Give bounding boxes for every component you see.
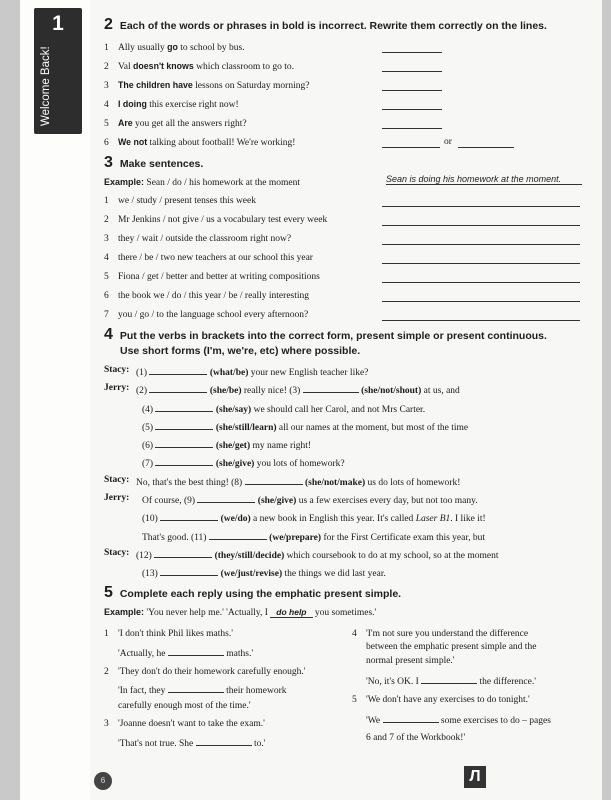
dialogue-line <box>142 438 311 452</box>
prompt-line <box>352 628 528 640</box>
prompt-text: between the emphatic present simple and the <box>366 642 537 652</box>
dialogue-line <box>142 511 486 525</box>
line-text: at us, and <box>421 386 460 396</box>
line-text: we should call her Carol, and not Mrs Carter. <box>251 405 426 415</box>
dialogue-line <box>142 493 478 507</box>
exercise-5 <box>104 584 590 602</box>
exercise-4 <box>104 326 590 357</box>
unit-number: 1 <box>52 12 64 35</box>
speaker-stacy: Stacy: <box>104 475 130 485</box>
dialogue-line <box>136 548 498 562</box>
gap-number: (10) <box>142 514 158 524</box>
prompt-line <box>104 718 265 730</box>
prompt-text: 'They don't do their homework carefully enough.' <box>118 667 306 677</box>
line-text: my name right! <box>250 441 312 451</box>
answer-blank[interactable] <box>197 493 255 503</box>
exercise-item <box>104 252 313 264</box>
example-answer: do help <box>270 607 312 618</box>
exercise-item <box>104 79 309 92</box>
verb-prompt: (we/just/revise) <box>220 569 283 579</box>
line-text: you lots of homework? <box>254 459 345 469</box>
verb-prompt: (what/be) <box>209 368 249 378</box>
exercise-2-heading <box>104 16 590 34</box>
item-text: you / go / to the language school every afternoon? <box>118 310 309 320</box>
verb-prompt: (she/still/learn) <box>215 423 277 433</box>
item-bold-phrase: We not <box>118 137 148 147</box>
example-text: Sean / do / his homework at the moment <box>146 178 300 188</box>
answer-line[interactable] <box>382 263 580 264</box>
gap-number: (1) <box>136 368 148 378</box>
answer-line[interactable] <box>382 282 580 283</box>
answer-line[interactable] <box>458 147 514 148</box>
verb-prompt: (they/still/decide) <box>214 551 285 561</box>
exercise-instruction: Complete each reply using the emphatic present simple. <box>119 588 402 600</box>
exercise-number: 3 <box>104 154 113 171</box>
exercise-5-example <box>104 606 376 619</box>
answer-line[interactable] <box>382 90 442 91</box>
exercise-item <box>104 41 245 54</box>
reply-text: 'Actually, he <box>118 649 168 659</box>
speaker-stacy: Stacy: <box>104 365 130 375</box>
prompt-text: 'Joanne doesn't want to take the exam.' <box>118 719 265 729</box>
dialogue-line <box>142 402 425 416</box>
example-label: Example: <box>104 177 145 187</box>
page-number: 6 <box>94 772 112 790</box>
prompt-text: normal present simple.' <box>366 656 455 666</box>
unit-tab <box>34 8 82 134</box>
line-text: all our names at the moment, but most of the time <box>276 423 469 433</box>
verb-prompt: (she/give) <box>215 459 255 469</box>
item-text: we / study / present tenses this week <box>118 196 256 206</box>
item-number: 3 <box>104 81 109 91</box>
item-number: 4 <box>352 629 357 639</box>
speaker-stacy: Stacy: <box>104 548 130 558</box>
item-text: which classroom to go to. <box>193 62 295 72</box>
answer-blank[interactable] <box>160 511 218 521</box>
line-text: really nice! (3) <box>241 386 303 396</box>
reply-text: 'In fact, they <box>118 686 168 696</box>
gap-number: (12) <box>136 551 152 561</box>
item-bold-phrase: doesn't knows <box>133 61 194 71</box>
answer-line[interactable] <box>382 71 442 72</box>
verb-prompt: (she/say) <box>215 405 252 415</box>
prompt-line <box>104 666 305 678</box>
verb-prompt: (she/get) <box>215 441 251 451</box>
answer-blank[interactable] <box>168 646 224 656</box>
exercise-instruction-1: Put the verbs in brackets into the correct form, present simple or present continuous. <box>119 330 547 342</box>
prompt-text: 'I'm not sure you understand the difference <box>366 629 529 639</box>
verb-prompt: (she/give) <box>257 496 297 506</box>
answer-line[interactable] <box>382 301 580 302</box>
reply-text: some exercises to do – pages <box>438 716 551 726</box>
item-bold-phrase: go <box>167 42 178 52</box>
exercise-number: 2 <box>104 16 113 33</box>
item-text: Fiona / get / better and better at writing compositions <box>118 272 320 282</box>
prompt-line <box>352 694 530 706</box>
item-text: the book we / do / this year / be / really interesting <box>118 291 310 301</box>
reply-line <box>118 736 265 750</box>
reply-text: to.' <box>251 739 266 749</box>
answer-blank[interactable] <box>383 713 439 723</box>
exercise-item <box>104 60 294 73</box>
reply-text: carefully enough most of the time.' <box>118 701 251 711</box>
answer-blank[interactable] <box>168 683 224 693</box>
reply-text: their homework <box>223 686 287 696</box>
dialogue-line <box>136 475 460 489</box>
item-number: 1 <box>104 43 109 53</box>
exercise-number: 5 <box>104 584 113 601</box>
speaker-jerry: Jerry: <box>104 493 130 503</box>
item-number: 3 <box>104 719 109 729</box>
reply-line <box>118 646 253 660</box>
line-text: us a few exercises every day, but not too many. <box>296 496 478 506</box>
answer-line[interactable] <box>382 225 580 226</box>
dialogue-line <box>136 365 368 379</box>
answer-line[interactable] <box>382 320 580 321</box>
dialogue-line <box>142 456 345 470</box>
exercise-item <box>104 233 291 245</box>
answer-blank[interactable] <box>154 548 212 558</box>
reply-text: 'No, it's OK. I <box>366 677 422 687</box>
reply-line <box>118 683 287 697</box>
answer-blank[interactable] <box>303 383 359 393</box>
verb-prompt: (we/do) <box>220 514 251 524</box>
example-post: you sometimes.' <box>312 608 377 618</box>
item-number: 4 <box>104 253 109 263</box>
answer-blank[interactable] <box>155 438 213 448</box>
prompt-text: 'I don't think Phil likes maths.' <box>118 629 233 639</box>
exercise-item <box>104 214 327 226</box>
book-title: Laser B1 <box>415 514 451 524</box>
verb-prompt: (she/be) <box>209 386 242 396</box>
item-bold-phrase: Are <box>118 118 133 128</box>
answer-line[interactable] <box>382 109 442 110</box>
reply-line <box>366 732 465 744</box>
reply-text: maths.' <box>223 649 254 659</box>
exercise-item <box>104 98 239 111</box>
item-number: 2 <box>104 62 109 72</box>
exercise-instruction: Make sentences. <box>119 158 204 170</box>
reply-text: 'That's not true. She <box>118 739 196 749</box>
line-text: us do lots of homework! <box>365 478 461 488</box>
exercise-2 <box>104 16 590 34</box>
item-bold-phrase: I doing <box>118 99 147 109</box>
item-number: 1 <box>104 629 109 639</box>
gap-number: (13) <box>142 569 158 579</box>
exercise-number: 4 <box>104 326 113 343</box>
exercise-item <box>104 290 309 302</box>
item-number: 3 <box>104 234 109 244</box>
example-answer: Sean is doing his homework at the moment. <box>386 174 582 185</box>
answer-blank[interactable] <box>421 674 477 684</box>
line-text: a new book in English this year. It's called <box>250 514 416 524</box>
verb-prompt: (she/not/make) <box>304 478 366 488</box>
prompt-line <box>366 655 455 667</box>
item-number: 1 <box>104 196 109 206</box>
line-text: which coursebook to do at my school, so at the moment <box>284 551 499 561</box>
gap-number: (4) <box>142 405 154 415</box>
answer-blank[interactable] <box>160 566 218 576</box>
watermark-logo: Л <box>464 766 486 788</box>
answer-blank[interactable] <box>155 420 213 430</box>
answer-blank[interactable] <box>155 456 213 466</box>
item-text: they / wait / outside the classroom right now? <box>118 234 292 244</box>
exercise-item <box>104 136 295 149</box>
gap-number: (6) <box>142 441 154 451</box>
line-text: No, that's the best thing! (8) <box>136 478 245 488</box>
line-text: your new English teacher like? <box>248 368 369 378</box>
item-number: 6 <box>104 138 109 148</box>
prompt-text: 'We don't have any exercises to do tonight.' <box>366 695 530 705</box>
unit-title: Welcome Back! <box>40 46 52 126</box>
item-number: 7 <box>104 310 109 320</box>
answer-blank[interactable] <box>209 530 267 540</box>
item-number: 5 <box>104 119 109 129</box>
item-text: there / be / two new teachers at our school this year <box>118 253 313 263</box>
exercise-5-heading <box>104 584 590 602</box>
line-text: That's good. (11) <box>142 533 209 543</box>
line-text: . I like it! <box>450 514 486 524</box>
item-text: lessons on Saturday morning? <box>192 81 310 91</box>
line-text: Of course, (9) <box>142 496 198 506</box>
gap-number: (5) <box>142 423 154 433</box>
answer-line[interactable] <box>382 244 580 245</box>
speaker-jerry: Jerry: <box>104 383 130 393</box>
item-bold-phrase: The children have <box>118 80 193 90</box>
item-text: talking about football! We're working! <box>147 138 296 148</box>
item-number: 6 <box>104 291 109 301</box>
exercise-instruction: Each of the words or phrases in bold is incorrect. Rewrite them correctly on the lines. <box>119 20 547 32</box>
exercise-3-heading <box>104 154 590 172</box>
exercise-item <box>104 271 320 283</box>
answer-blank[interactable] <box>196 736 252 746</box>
answer-line[interactable] <box>382 52 442 53</box>
reply-line <box>366 674 536 688</box>
item-text: this exercise right now! <box>146 100 239 110</box>
dialogue-line <box>142 530 485 544</box>
exercise-item <box>104 309 308 321</box>
answer-blank[interactable] <box>155 402 213 412</box>
item-number: 2 <box>104 667 109 677</box>
item-text: to school by bus. <box>177 43 245 53</box>
item-number: 5 <box>104 272 109 282</box>
exercise-3 <box>104 154 590 172</box>
answer-blank[interactable] <box>149 365 207 375</box>
answer-blank[interactable] <box>245 475 303 485</box>
reply-line <box>118 700 251 712</box>
reply-text: 6 and 7 of the Workbook!' <box>366 733 466 743</box>
answer-line[interactable] <box>382 206 580 207</box>
dialogue-line <box>142 566 386 580</box>
gap-number: (7) <box>142 459 154 469</box>
example-pre: 'You never help me.' 'Actually, I <box>146 608 271 618</box>
item-number: 4 <box>104 100 109 110</box>
exercise-4-heading <box>104 326 590 344</box>
answer-line[interactable] <box>382 128 442 129</box>
or-word: or <box>444 137 452 147</box>
example-label: Example: <box>104 607 145 617</box>
item-number: 5 <box>352 695 357 705</box>
answer-blank[interactable] <box>149 383 207 393</box>
answer-line[interactable] <box>382 147 440 148</box>
line-text: the things we did last year. <box>282 569 386 579</box>
verb-prompt: (we/prepare) <box>269 533 322 543</box>
verb-prompt: (she/not/shout) <box>361 386 422 396</box>
line-text: for the First Certificate exam this year, but <box>321 533 486 543</box>
exercise-item <box>104 117 247 130</box>
gap-number: (2) <box>136 386 148 396</box>
prompt-line <box>104 628 233 640</box>
item-text: Val <box>118 62 134 72</box>
reply-text: 'We <box>366 716 383 726</box>
item-text: you get all the answers right? <box>132 119 247 129</box>
exercise-item <box>104 195 256 207</box>
reply-text: the difference.' <box>477 677 536 687</box>
item-text: Mr Jenkins / not give / us a vocabulary test every week <box>118 215 328 225</box>
dialogue-line <box>136 383 460 397</box>
dialogue-line <box>142 420 468 434</box>
item-number: 2 <box>104 215 109 225</box>
prompt-line <box>366 641 536 653</box>
exercise-3-example <box>104 176 300 189</box>
reply-line <box>366 713 551 727</box>
exercise-instruction-2: Use short forms (I'm, we're, etc) where possible. <box>120 345 361 357</box>
item-text: Ally usually <box>118 43 168 53</box>
